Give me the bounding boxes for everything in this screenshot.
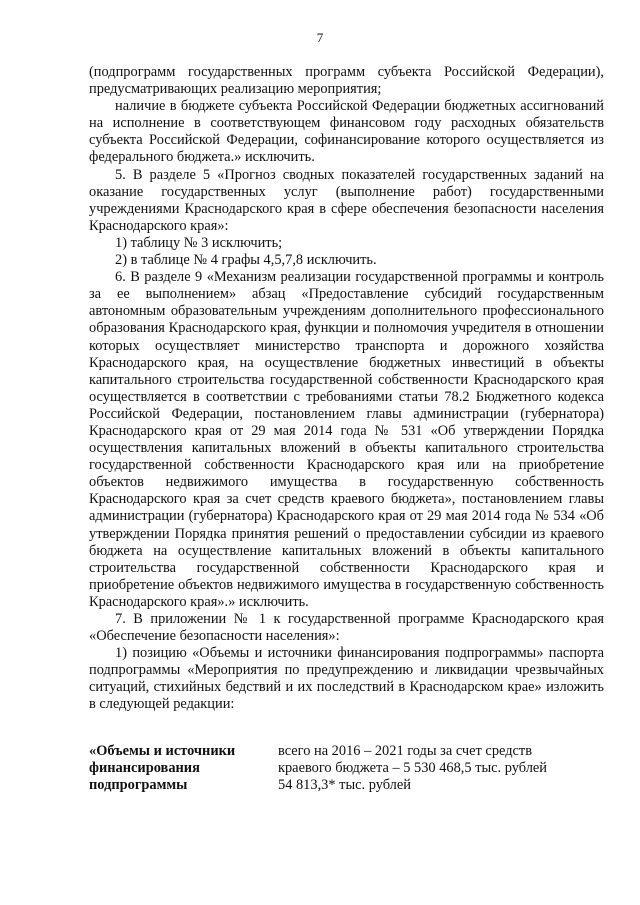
page-number: 7 (316, 30, 324, 45)
paragraph-continuation: (подпрограмм государственных программ субъекта Российской Федерации), предусматривающих реализацию мероприятия; (89, 64, 604, 98)
financing-table-value (278, 743, 604, 794)
financing-table-label (89, 743, 269, 794)
document-body (89, 64, 604, 714)
table-value-line: всего на 2016 – 2021 годы за счет средств (278, 743, 532, 759)
paragraph-section-9: 6. В разделе 9 «Механизм реализации государственной программы и контроль за ее выполнением» абзац «Предоставление субсидий государственным автономным образовательным учреждениям дополнительного профессионального образования Краснодарского края, функции и полномочия учредителя в отношении которых осуществляет министерство транспорта и дорожного хозяйства Краснодарского края, на осуществление бюджетных инвестиций в объекты капитального строительства государственной собственности Краснодарского края осуществляется в соответствии с требованиями статьи 78.2 Бюджетного кодекса Российской Федерации, постановлением главы администрации (губернатора) Краснодарского края от 29 мая 2014 года № 531 «Об утверждении Порядка осуществления капитальных вложений в объекты капитального строительства государственной собственности Краснодарского края или на приобретение объектов недвижимого имущества в государственную собственность Краснодарского края за счет средств краевого бюджета», постановлением главы администрации (губернатора) Краснодарского края от 29 мая 2014 года № 534 «Об утверждении Порядка принятия решений о предоставлении субсидии из краевого бюджета на осуществление капитальных вложений в объекты капитального строительства государственной собственности Краснодарского края и приобретение объектов недвижимого имущества в государственную собственность Краснодарского края».» исключить. (89, 269, 604, 610)
paragraph-budget-allocations: наличие в бюджете субъекта Российской Федерации бюджетных ассигнований на исполнение в соответствующем финансовом году расходных обязательств субъекта Российской Федерации, софинансирование которого осуществляется из федерального бюджета.» исключить. (89, 98, 604, 166)
paragraph-item-table-4: 2) в таблице № 4 графы 4,5,7,8 исключить. (115, 252, 377, 269)
table-label-line: «Объемы и источники (89, 743, 236, 759)
paragraph-item-table-3: 1) таблицу № 3 исключить; (115, 234, 283, 251)
table-value-line: краевого бюджета – 5 530 468,5 тыс. рублей (278, 760, 547, 776)
table-label-line: подпрограммы (89, 777, 188, 793)
table-label-line: финансирования (89, 760, 200, 776)
paragraph-section-5: 5. В разделе 5 «Прогноз сводных показателей государственных заданий на оказание государственных услуг (выполнение работ) государственными учреждениями Краснодарского края в сфере обеспечения безопасности населения Краснодарского края»: (89, 166, 604, 234)
table-value-line: 54 813,3* тыс. рублей (278, 777, 411, 793)
paragraph-financing-position: 1) позицию «Объемы и источники финансирования подпрограммы» паспорта подпрограммы «Мероприятия по предупреждению и ликвидации чрезвычайных ситуаций, стихийных бедствий и их последствий в Краснодарском крае» изложить в следующей редакции: (89, 645, 604, 713)
paragraph-appendix-1: 7. В приложении № 1 к государственной программе Краснодарского края «Обеспечение безопасности населения»: (89, 611, 604, 645)
